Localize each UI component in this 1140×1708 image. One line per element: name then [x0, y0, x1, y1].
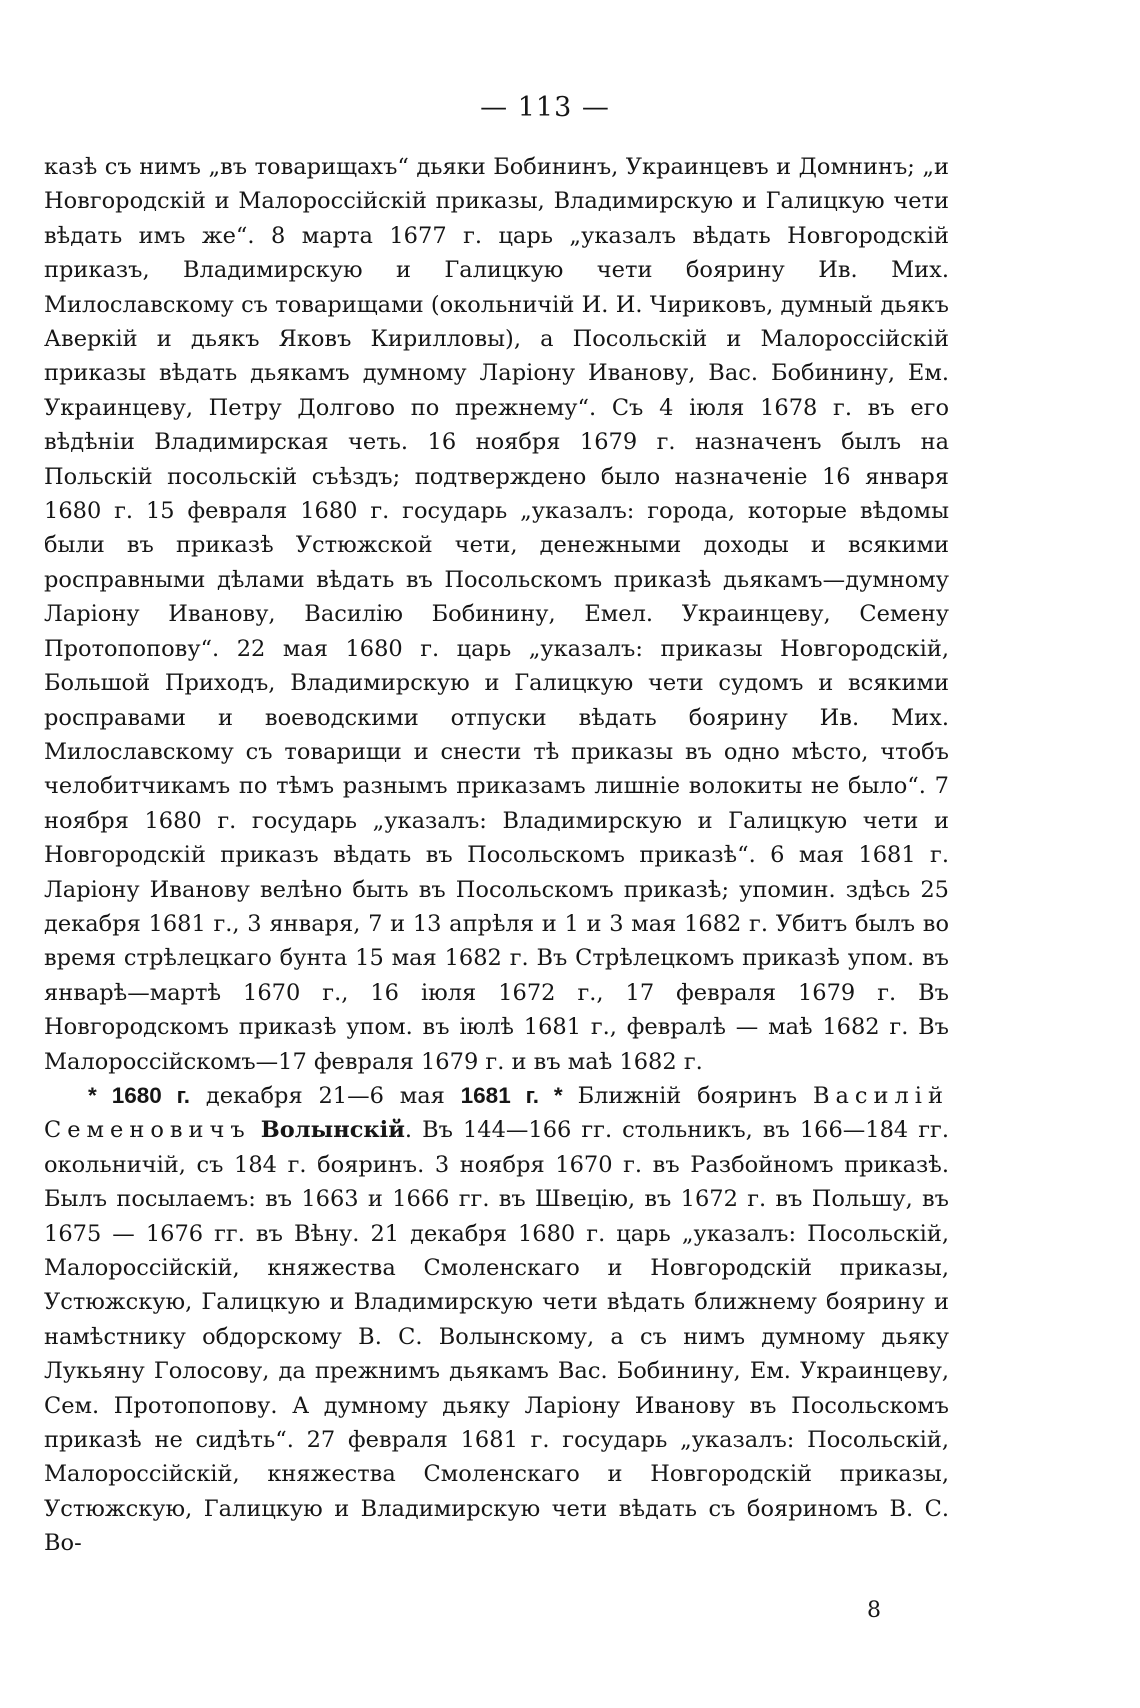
entry-title: Ближній бояринъ: [577, 1082, 813, 1109]
body-text: [44, 150, 949, 1561]
person-surname: Волынскій: [260, 1117, 405, 1144]
entry-year-start: 1680 г.: [111, 1082, 191, 1108]
entry-paragraph-volynsky: [44, 1079, 949, 1561]
name-space: [251, 1117, 261, 1143]
entry-marker-open: *: [88, 1082, 112, 1108]
page-number: — 113 —: [480, 92, 610, 123]
entry-paragraph-continued: казѣ съ нимъ „въ товарищахъ“ дьяки Бобининъ, Украинцевъ и Домнинъ; „и Новгородскій и Малороссійскій приказы, Владимирскую и Галицкую чети вѣдать имъ же“. 8 марта 1677 г. царь „указалъ вѣдать Новгородскій приказъ, Владимирскую и Галицкую чети боярину Ив. Мих. Милославскому съ товарищами (окольничій И. И. Чириковъ, думный дьякъ Аверкій и дьякъ Яковъ Кирилловы), а Посольскій и Малороссійскій приказы вѣдать дьякамъ думному Ларіону Иванову, Вас. Бобинину, Ем. Украинцеву, Петру Долгово по прежнему“. Съ 4 іюля 1678 г. въ его вѣдѣніи Владимирская четь. 16 ноября 1679 г. назначенъ былъ на Польскій посольскій съѣздъ; подтверждено было назначеніе 16 января 1680 г. 15 февраля 1680 г. государь „указалъ: города, которые вѣдомы были въ приказѣ Устюжской чети, денежными доходы и всякими росправными дѣлами вѣдать въ Посольскомъ приказѣ дьякамъ—думному Ларіону Иванову, Василію Бобинину, Емел. Украинцеву, Семену Протопопову“. 22 мая 1680 г. царь „указалъ: приказы Новгородскій, Большой Приходъ, Владимирскую и Галицкую чети судомъ и всякими росправами и воеводскими отпуски вѣдать боярину Ив. Мих. Милославскому съ товарищи и снести тѣ приказы въ одно мѣсто, чтобъ челобитчикамъ по тѣмъ разнымъ приказамъ лишніе волокиты не было“. 7 ноября 1680 г. государь „указалъ: Владимирскую и Галицкую чети и Новгородскій приказъ вѣдать въ Посольскомъ приказѣ“. 6 мая 1681 г. Ларіону Иванову велѣно быть въ Посольскомъ приказѣ; упомин. здѣсь 25 декабря 1681 г., 3 января, 7 и 13 апрѣля и 1 и 3 мая 1682 г. Убитъ былъ во время стрѣлецкаго бунта 15 мая 1682 г. Въ Стрѣлецкомъ приказѣ упом. въ январѣ—мартѣ 1670 г., 16 іюля 1672 г., 17 февраля 1679 г. Въ Новгородскомъ приказѣ упом. въ іюлѣ 1681 г., февралѣ — маѣ 1682 г. Въ Малороссійскомъ—17 февраля 1679 г. и въ маѣ 1682 г.: [44, 154, 949, 1075]
signature-mark: 8: [867, 1598, 881, 1623]
person-first-names: Василій Семеновичъ: [44, 1082, 949, 1144]
entry-body-text: . Въ 144—166 гг. стольникъ, въ 166—184 гг. окольничій, съ 184 г. бояринъ. 3 ноября 1670 г. въ Разбойномъ приказѣ. Былъ посылаемъ: въ 1663 и 1666 гг. въ Швецію, въ 1672 г. въ Польшу, въ 1675 — 1676 гг. въ Вѣну. 21 декабря 1680 г. царь „указалъ: Посольскій, Малороссійскій, княжества Смоленскаго и Новгородскій приказы, Устюжскую, Галицкую и Владимирскую чети вѣдать ближнему боярину и намѣстнику обдорскому В. С. Волынскому, а съ нимъ думному дьяку Лукьяну Голосову, да прежнимъ дьякамъ Вас. Бобинину, Ем. Украинцеву, Сем. Протопопову. А думному дьяку Ларіону Иванову въ Посольскомъ приказѣ не сидѣть“. 27 февраля 1681 г. государь „указалъ: Посольскій, Малороссійскій, княжества Смоленскаго и Новгородскій приказы, Устюжскую, Галицкую и Владимирскую чети вѣдать съ бояриномъ В. С. Во-: [44, 1117, 949, 1557]
entry-year-end: 1681 г.: [460, 1082, 539, 1108]
entry-date-span: декабря 21—6 мая: [190, 1082, 461, 1109]
entry-marker-close: *: [539, 1082, 578, 1108]
